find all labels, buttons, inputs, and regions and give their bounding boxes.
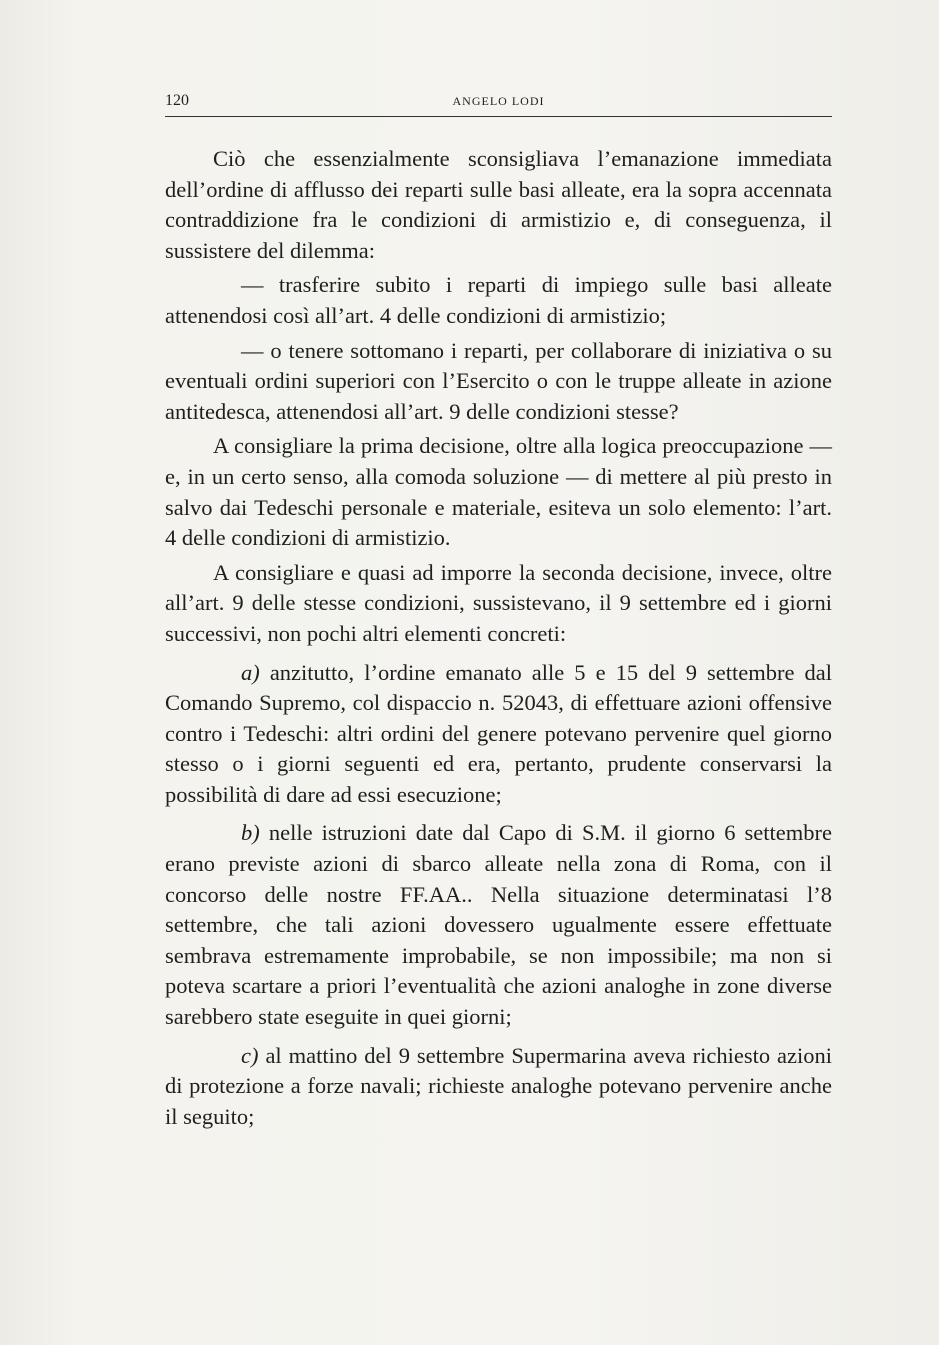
list-item-marker: b) [241,820,260,846]
paragraph-text: A consigliare e quasi ad imporre la seconda decisione, invece, oltre all’art. 9 delle stesse condizioni, sussistevano, il 9 settembre ed i giorni successivi, non pochi altri elementi concreti: [165,559,832,646]
dash-item [165,336,832,428]
dash-item-text: — trasferire subito i reparti di impiego sulle basi alleate attenendosi così all’art. 4 delle condizioni di armistizio; [165,272,832,328]
body-text [165,144,832,1132]
paragraph [165,431,832,553]
paragraph [165,558,832,650]
running-head: ANGELO LODI [452,94,545,108]
list-item-text: al mattino del 9 settembre Supermarina aveva richiesto azioni di protezione a forze navali; richieste analoghe potevano pervenire anche il seguito; [165,1042,833,1129]
list-item [165,818,832,1032]
paragraph-text: A consigliare la prima decisione, oltre alla logica preoccupazione — e, in un certo senso, alla comoda soluzione — di mettere al più presto in salvo dai Tedeschi personale e materiale, esiteva un solo elemento: l’art. 4 delle condizioni di armistizio. [165,433,832,551]
dash-item [165,270,832,331]
list-item-marker: a) [241,659,260,685]
list-item [165,658,832,811]
list-item-marker: c) [241,1042,259,1068]
page-number: 120 [165,92,189,109]
paragraph [165,144,832,266]
page-header [165,92,832,117]
list-item-text: nelle istruzioni date dal Capo di S.M. il giorno 6 settembre erano previste azioni di sbarco alleate nella zona di Roma, con il concorso delle nostre FF.AA.. Nella situazione determinatasi l’8 settembre, che tali azioni dovessero ugualmente essere effettuate sembrava estremamente improbabile, se non impossibile; ma non si poteva scartare a priori l’eventualità che azioni analoghe in zone diverse sarebbero state eseguite in quei giorni; [165,820,832,1030]
list-item-text: anzitutto, l’ordine emanato alle 5 e 15 del 9 settembre dal Comando Supremo, col dispaccio n. 52043, di effettuare azioni offensive contro i Tedeschi: altri ordini del genere potevano pervenire quel giorno stesso o i giorni seguenti ed era, pertanto, prudente conservarsi la possibilità di dare ad essi esecuzione; [165,659,832,807]
dash-item-text: — o tenere sottomano i reparti, per collaborare di iniziativa o su eventuali ordini superiori con l’Esercito o con le truppe alleate in azione antitedesca, attenendosi all’art. 9 delle condizioni stesse? [165,337,832,424]
paragraph-text: Ciò che essenzialmente sconsigliava l’emanazione immediata dell’ordine di afflusso dei reparti sulle basi alleate, era la sopra accennata contraddizione fra le condizioni di armistizio e, di conseguenza, il sussistere del dilemma: [165,146,832,263]
list-item [165,1041,832,1133]
